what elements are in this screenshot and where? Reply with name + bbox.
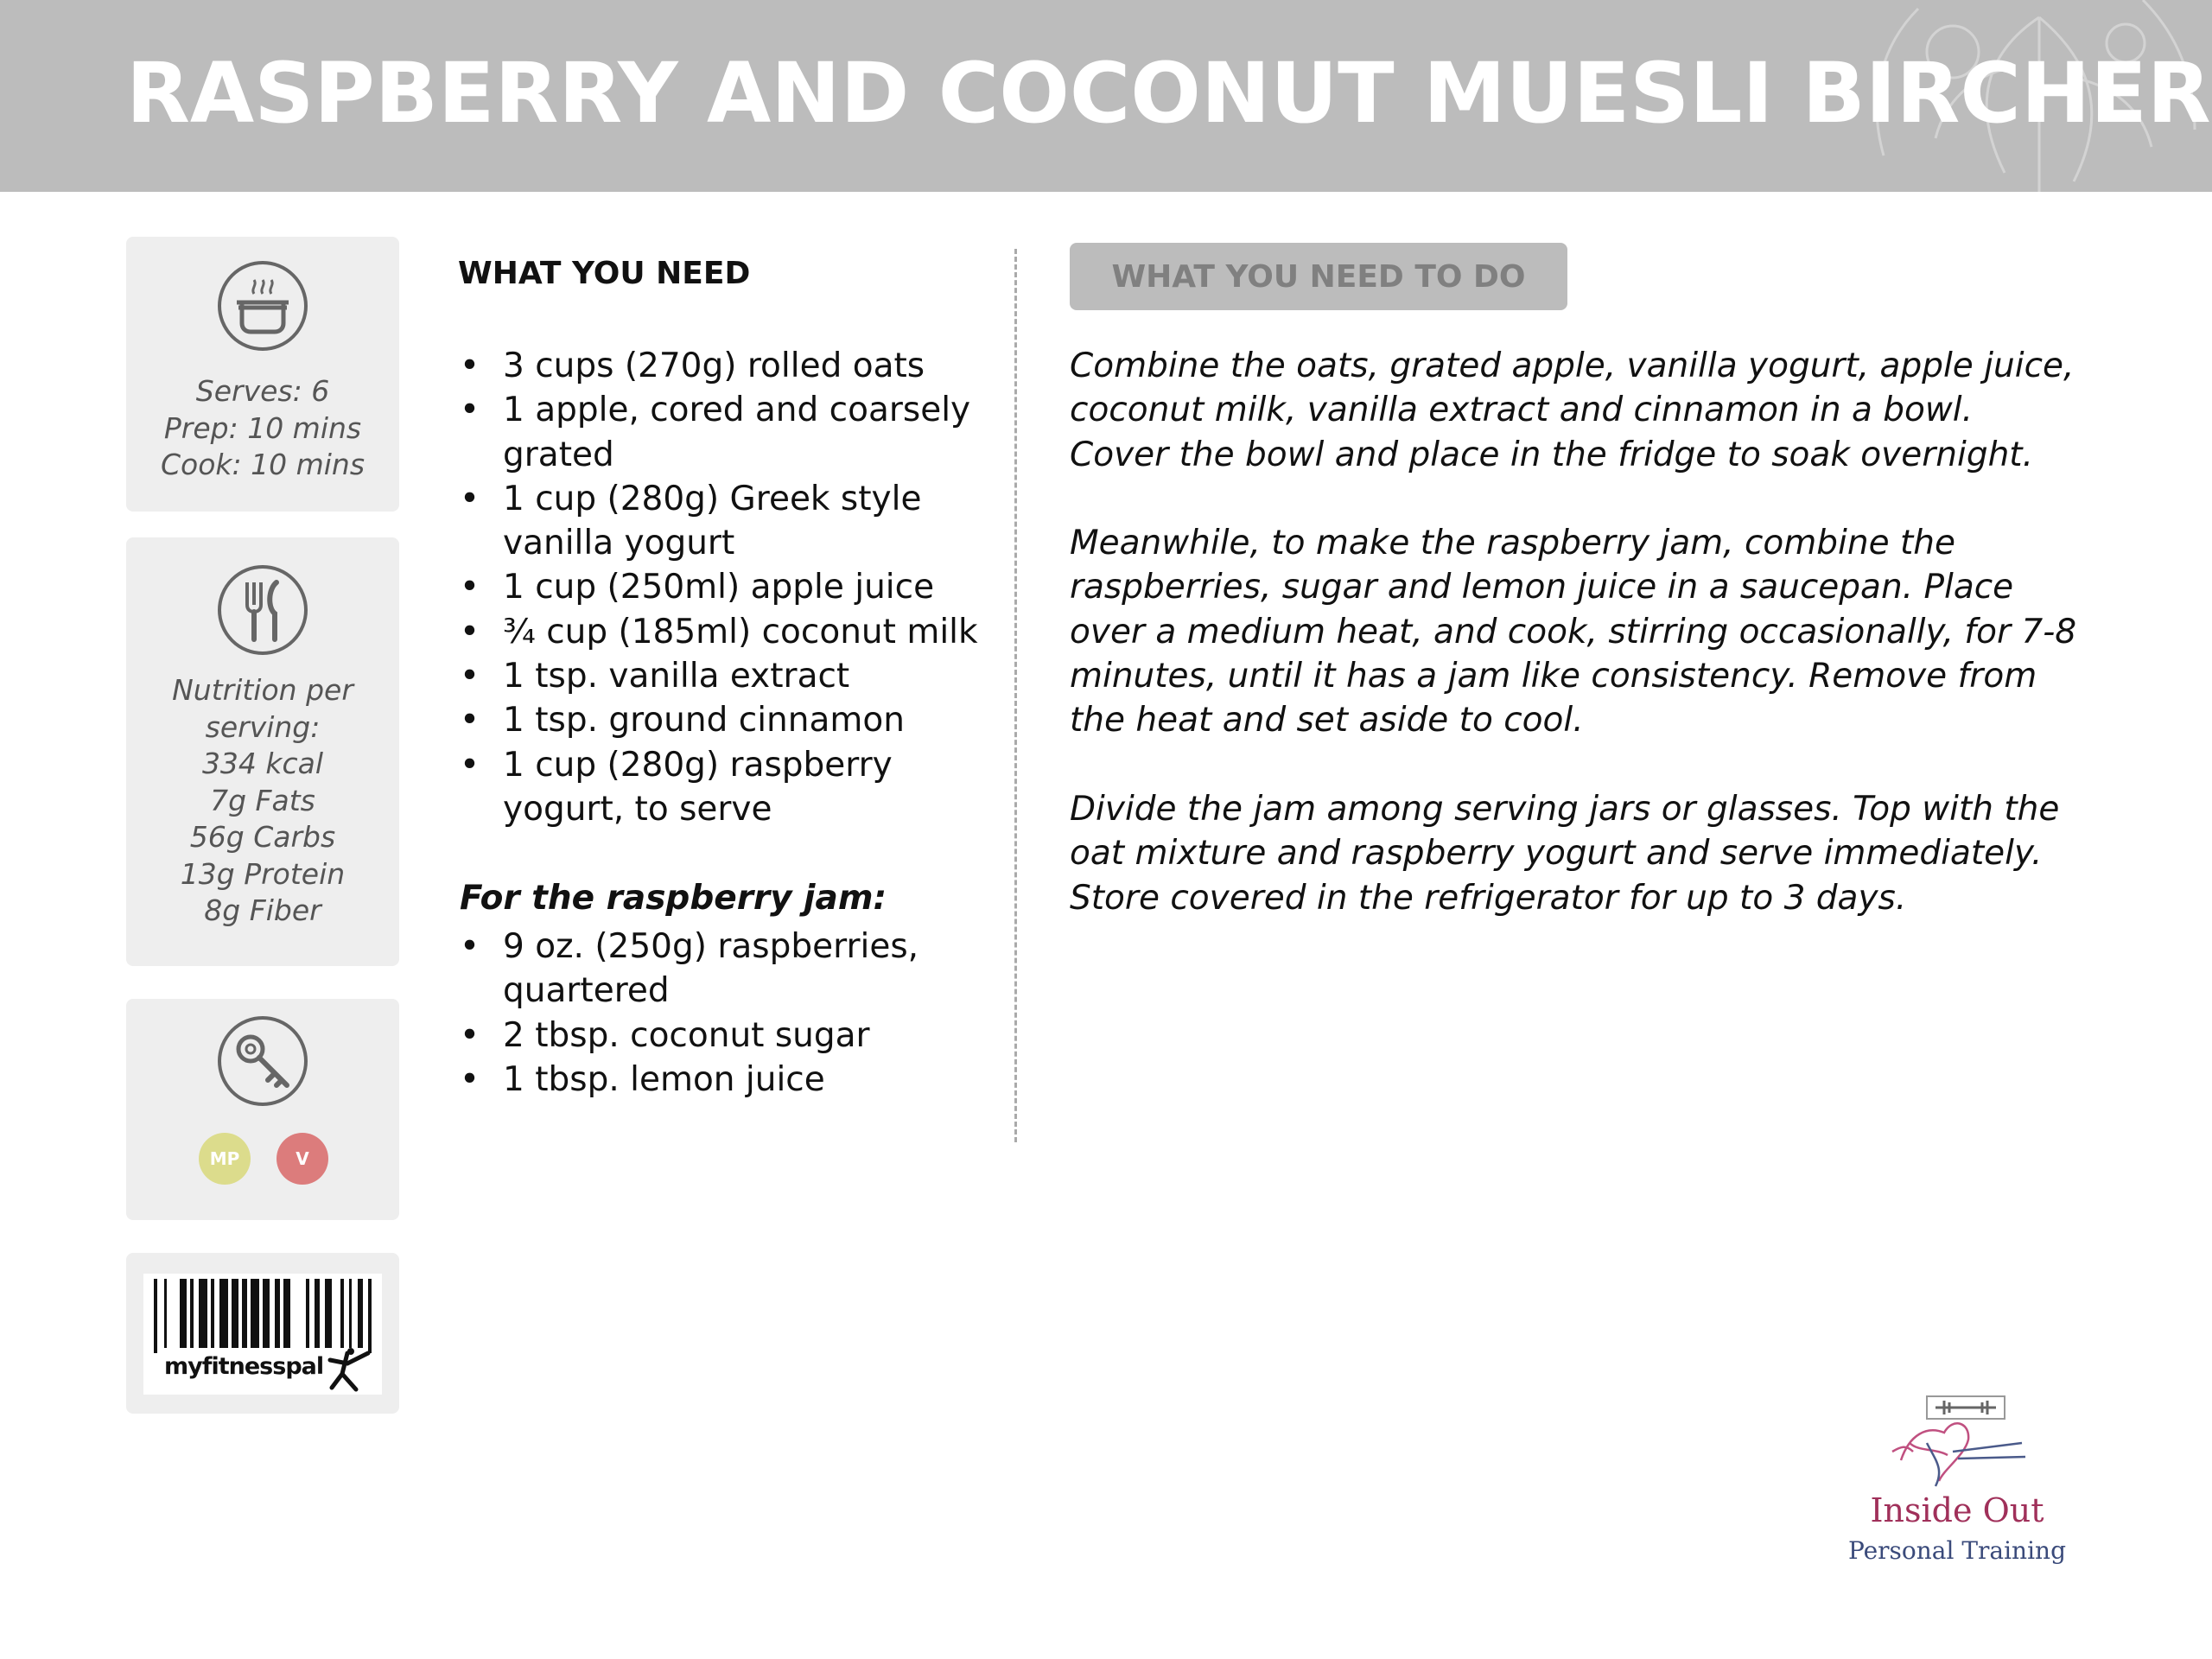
column-divider [1014, 249, 1017, 1142]
list-item: • 1 apple, cored and coarsely grated [458, 388, 994, 477]
info-text [126, 373, 399, 484]
list-item: • 2 tbsp. coconut sugar [458, 1014, 994, 1058]
cooking-pot-icon [216, 259, 309, 353]
header-banner [0, 0, 2212, 192]
cook-text: Cook: 10 mins [160, 448, 365, 481]
nutrition-text [126, 672, 399, 930]
list-item: • 1 cup (250ml) apple juice [458, 565, 994, 609]
barcode-card [126, 1253, 399, 1414]
meal-prep-badge: MP [199, 1133, 251, 1185]
myfitnesspal-label: myfitnesspal [164, 1353, 324, 1380]
barcode-icon [154, 1279, 372, 1353]
key-card [126, 999, 399, 1220]
myfitnesspal-barcode[interactable] [143, 1274, 382, 1395]
key-icon [216, 1014, 309, 1108]
nutrition-line: serving: [205, 709, 321, 744]
list-item: • 9 oz. (250g) raspberries, quartered [458, 925, 994, 1014]
nutrition-line: 7g Fats [210, 783, 315, 817]
list-item: • 1 cup (280g) raspberry yogurt, to serve [458, 743, 994, 832]
info-card [126, 237, 399, 512]
ingredients-list [458, 344, 994, 831]
vegetarian-badge: V [276, 1133, 328, 1185]
logo-mark-icon [1875, 1391, 2039, 1488]
nutrition-line: Nutrition per [172, 673, 353, 707]
list-item: • 1 tsp. ground cinnamon [458, 698, 994, 742]
nutrition-line: 8g Fiber [204, 893, 321, 927]
inside-out-logo [1840, 1391, 2074, 1573]
diet-badges [199, 1133, 328, 1185]
logo-title: Inside Out [1870, 1491, 2044, 1529]
serves-text: Serves: 6 [195, 374, 330, 408]
method-steps [1070, 344, 2081, 964]
logo-subtitle: Personal Training [1848, 1536, 2066, 1565]
list-item: • 1 tbsp. lemon juice [458, 1058, 994, 1102]
list-item: • 1 tsp. vanilla extract [458, 654, 994, 698]
method-step: Meanwhile, to make the raspberry jam, combine the raspberries, sugar and lemon juice in a saucepan. Place over a medium heat, and cook, stirring occasionally, for 7-8 minutes, until it has a jam like consistency. Remove from the heat and set aside to cool. [1070, 524, 2077, 741]
runner-figure-icon [323, 1348, 375, 1393]
method-step: Divide the jam among serving jars or glasses. Top with the oat mixture and raspberry yogurt and serve immediately. Store covered in the refrigerator for up to 3 days. [1070, 789, 2060, 918]
list-item: • ¾ cup (185ml) coconut milk [458, 610, 994, 654]
nutrition-line: 13g Protein [180, 856, 346, 891]
nutrition-line: 334 kcal [201, 747, 324, 780]
jam-ingredients-list [458, 925, 994, 1102]
recipe-title: RASPBERRY AND COCONUT MUESLI BIRCHER [126, 45, 2211, 142]
jam-subheading: For the raspberry jam: [460, 879, 887, 918]
prep-text: Prep: 10 mins [163, 410, 362, 445]
nutrition-line: 56g Carbs [189, 820, 336, 854]
fork-knife-icon [216, 563, 309, 657]
method-step: Combine the oats, grated apple, vanilla yogurt, apple juice, coconut milk, vanilla extract and cinnamon in a bowl. Cover the bowl and place in the fridge to soak overnight. [1070, 346, 2075, 474]
method-heading-tab: WHAT YOU NEED TO DO [1070, 243, 1567, 310]
nutrition-card [126, 537, 399, 966]
ingredients-heading: WHAT YOU NEED [458, 256, 751, 291]
list-item: • 1 cup (280g) Greek style vanilla yogurt [458, 477, 994, 566]
list-item: • 3 cups (270g) rolled oats [458, 344, 994, 388]
